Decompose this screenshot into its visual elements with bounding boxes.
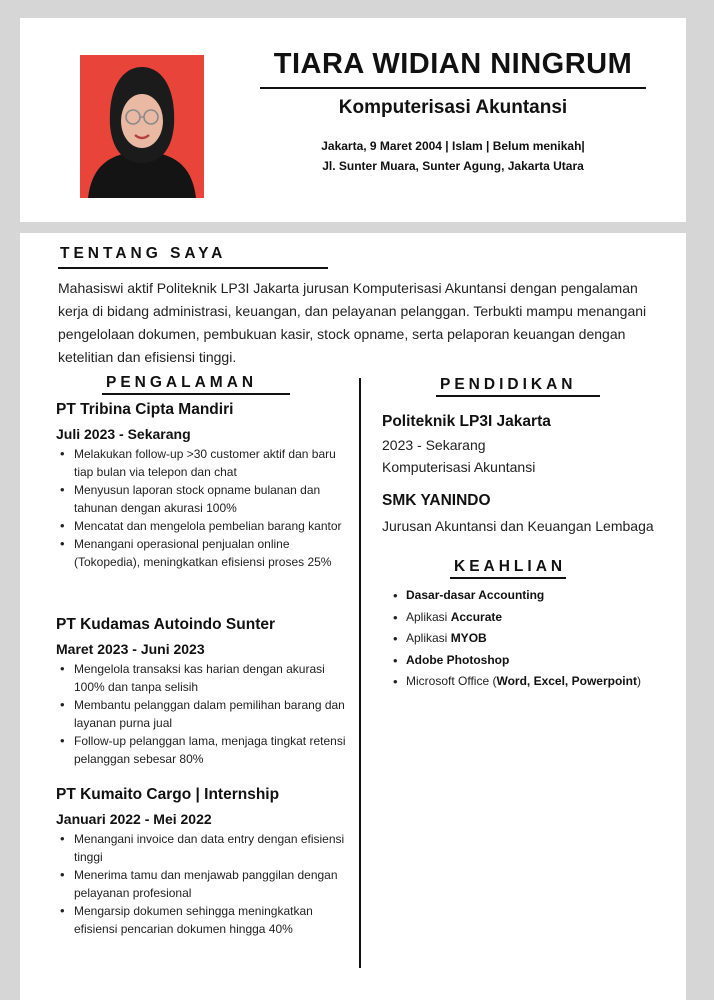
about-heading: TENTANG SAYA [60,245,227,262]
job-duty: • Menyusun laporan stock opname bulanan dan tahunan dengan akurasi 100% [56,481,356,517]
job-duty: • Follow-up pelanggan lama, menjaga tingkat retensi pelanggan sebesar 80% [56,732,356,768]
job-entry [56,786,356,938]
profile-photo [80,55,204,198]
skill-item: • Aplikasi Accurate [390,607,690,629]
job-date: Juli 2023 - Sekarang [56,426,191,442]
portrait-illustration [80,55,204,198]
job-company: PT Tribina Cipta Mandiri [56,401,234,418]
job-duty: • Menangani invoice dan data entry dengan efisiensi tinggi [56,830,356,866]
job-duty: • Menangani operasional penjualan online (Tokopedia), meningkatkan efisiensi proses 25% [56,535,356,571]
about-underline [58,267,328,269]
column-divider [359,378,361,968]
job-duties [56,445,356,571]
job-duty: • Mengelola transaksi kas harian dengan akurasi 100% dan tanpa selisih [56,660,356,696]
job-entry [56,616,356,768]
education-entry [382,413,682,475]
job-duty: • Mengarsip dokumen sehingga meningkatkan efisiensi pencarian dokumen hingga 40% [56,902,356,938]
education-underline [436,395,600,397]
candidate-name: TIARA WIDIAN NINGRUM [273,48,633,80]
school-detail: Jurusan Akuntansi dan Keuangan Lembaga [382,518,654,534]
job-duty: • Menerima tamu dan menjawab panggilan dengan pelayanan profesional [56,866,356,902]
job-duty: • Mencatat dan mengelola pembelian barang kantor [56,517,356,535]
job-duties [56,660,356,768]
skill-item: • Aplikasi MYOB [390,628,690,650]
job-duty: • Membantu pelanggan dalam pemilihan barang dan layanan purna jual [56,696,356,732]
skills-underline [450,577,566,579]
school-name: SMK YANINDO [382,492,491,509]
job-duties [56,830,356,938]
name-underline [260,87,646,89]
skill-item: • Microsoft Office (Word, Excel, Powerpoint) [390,671,690,693]
school-detail: Komputerisasi Akuntansi [382,459,536,475]
education-heading: PENDIDIKAN [440,376,577,393]
job-date: Maret 2023 - Juni 2023 [56,641,205,657]
personal-info: Jakarta, 9 Maret 2004 | Islam | Belum menikah| [321,139,585,153]
skill-item: • Adobe Photoshop [390,650,690,672]
job-date: Januari 2022 - Mei 2022 [56,811,212,827]
experience-underline [102,393,290,395]
skills-list [390,585,690,693]
skill-item: • Dasar-dasar Accounting [390,585,690,607]
candidate-role: Komputerisasi Akuntansi [338,97,568,118]
header-card [20,18,686,222]
job-company: PT Kumaito Cargo | Internship [56,786,280,803]
about-text: Mahasiswi aktif Politeknik LP3I Jakarta jurusan Komputerisasi Akuntansi dengan pengalaman kerja di bidang administrasi, keuangan, dan pelayanan pelanggan. Terbukti mampu menangani pengelolaan dokumen, pembukuan kasir, stock opname, serta pelaporan keuangan dengan ketelitian dan efisiensi tinggi. [58,280,647,365]
school-detail: 2023 - Sekarang [382,437,486,453]
job-entry [56,401,356,571]
address: Jl. Sunter Muara, Sunter Agung, Jakarta Utara [322,159,584,173]
education-entry [382,492,682,534]
skills-heading: KEAHLIAN [454,558,567,575]
content-card [20,233,686,1000]
experience-heading: PENGALAMAN [106,374,258,391]
school-name: Politeknik LP3I Jakarta [382,413,551,430]
job-duty: • Melakukan follow-up >30 customer aktif dan baru tiap bulan via telepon dan chat [56,445,356,481]
job-company: PT Kudamas Autoindo Sunter [56,616,276,633]
